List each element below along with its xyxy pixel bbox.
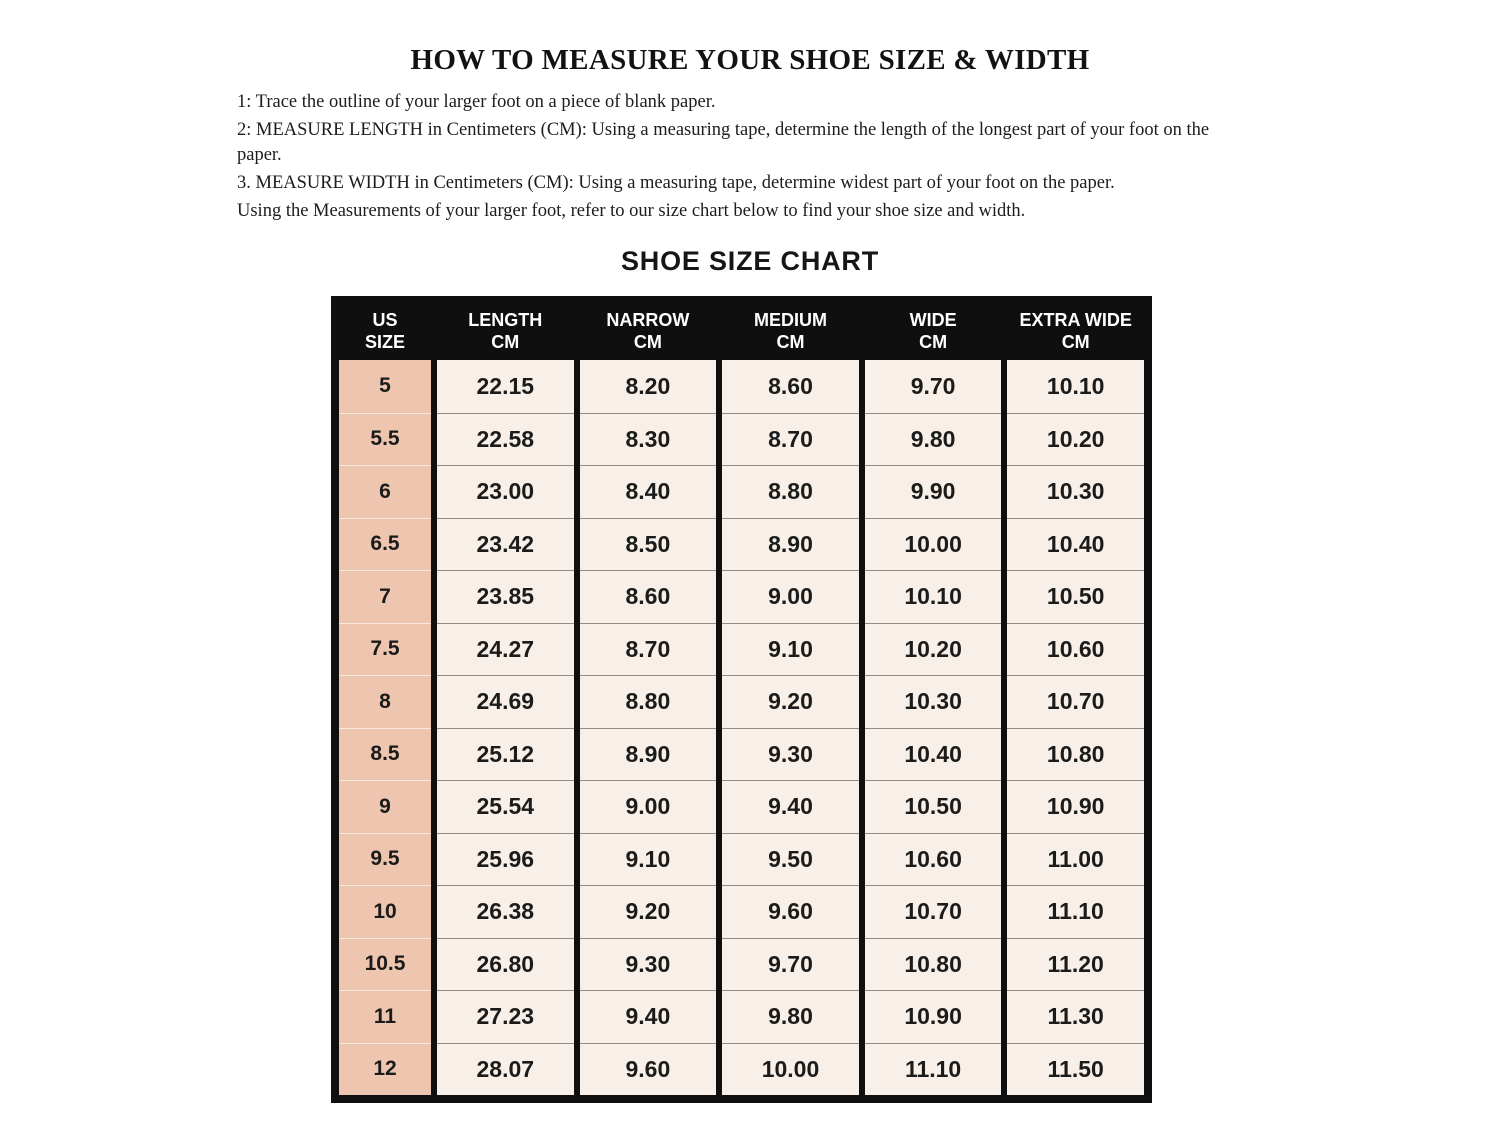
value-cell: 8.70 <box>580 623 717 676</box>
value-cell: 26.38 <box>437 885 574 938</box>
value-cell: 8.70 <box>722 413 859 466</box>
value-cell: 9.70 <box>722 938 859 991</box>
value-cell: 9.40 <box>722 780 859 833</box>
value-cell: 23.42 <box>437 518 574 571</box>
value-cell: 10.80 <box>865 938 1002 991</box>
us-size-cell: 6 <box>339 465 431 518</box>
instruction-step-3: 3. MEASURE WIDTH in Centimeters (CM): Using a measuring tape, determine widest part of your foot on the paper. <box>237 173 1115 193</box>
value-cell: 10.40 <box>1007 518 1144 571</box>
column-header-medium <box>722 304 859 360</box>
value-cell: 11.20 <box>1007 938 1144 991</box>
value-cell: 10.60 <box>865 833 1002 886</box>
instruction-summary: Using the Measurements of your larger foot, refer to our size chart below to find your shoe size and width. <box>237 201 1026 221</box>
value-cell: 9.90 <box>865 465 1002 518</box>
column-header-wide <box>865 304 1002 360</box>
value-cell: 10.60 <box>1007 623 1144 676</box>
value-cell: 8.90 <box>722 518 859 571</box>
column-header-line: CM <box>1061 332 1090 352</box>
value-cell: 27.23 <box>437 990 574 1043</box>
value-cell: 10.40 <box>865 728 1002 781</box>
value-cell: 8.90 <box>580 728 717 781</box>
us-size-cell: 10.5 <box>339 938 431 991</box>
column-header-line: CM <box>491 332 520 352</box>
us-size-cell: 9 <box>339 780 431 833</box>
value-cell: 9.20 <box>722 675 859 728</box>
page-title: HOW TO MEASURE YOUR SHOE SIZE & WIDTH <box>410 44 1090 76</box>
value-cell: 8.80 <box>722 465 859 518</box>
us-size-cell: 6.5 <box>339 518 431 571</box>
value-cell: 10.20 <box>865 623 1002 676</box>
value-cell: 8.60 <box>722 360 859 413</box>
column-header-extra-wide <box>1007 304 1144 360</box>
value-cell: 9.60 <box>722 885 859 938</box>
value-cell: 9.40 <box>580 990 717 1043</box>
value-cell: 10.50 <box>865 780 1002 833</box>
us-size-cell: 5 <box>339 360 431 413</box>
value-cell: 22.58 <box>437 413 574 466</box>
value-cell: 9.30 <box>580 938 717 991</box>
value-cell: 25.12 <box>437 728 574 781</box>
value-cell: 8.80 <box>580 675 717 728</box>
value-cell: 10.80 <box>1007 728 1144 781</box>
value-cell: 9.10 <box>722 623 859 676</box>
value-cell: 11.30 <box>1007 990 1144 1043</box>
us-size-cell: 11 <box>339 990 431 1043</box>
column-header-line: LENGTH <box>468 310 543 331</box>
value-cell: 23.85 <box>437 570 574 623</box>
value-cell: 11.50 <box>1007 1043 1144 1096</box>
value-cell: 9.80 <box>865 413 1002 466</box>
value-cell: 8.30 <box>580 413 717 466</box>
column-header-line: US <box>372 310 398 331</box>
instruction-step-1: 1: Trace the outline of your larger foot on a piece of blank paper. <box>237 92 716 112</box>
value-cell: 10.00 <box>722 1043 859 1096</box>
instruction-step-2: 2: MEASURE LENGTH in Centimeters (CM): Using a measuring tape, determine the length of the longest part of your foot on the paper. <box>237 120 1210 165</box>
value-cell: 10.20 <box>1007 413 1144 466</box>
column-header-us <box>339 304 431 360</box>
value-cell: 10.10 <box>865 570 1002 623</box>
value-cell: 22.15 <box>437 360 574 413</box>
value-cell: 26.80 <box>437 938 574 991</box>
value-cell: 9.00 <box>722 570 859 623</box>
value-cell: 10.90 <box>865 990 1002 1043</box>
column-header-line: WIDE <box>909 310 957 331</box>
value-cell: 25.54 <box>437 780 574 833</box>
value-cell: 9.50 <box>722 833 859 886</box>
us-size-cell: 7.5 <box>339 623 431 676</box>
chart-heading: SHOE SIZE CHART <box>620 246 880 276</box>
us-size-cell: 8 <box>339 675 431 728</box>
column-header-length <box>437 304 574 360</box>
value-cell: 8.40 <box>580 465 717 518</box>
column-header-line: SIZE <box>364 332 405 352</box>
value-cell: 11.00 <box>1007 833 1144 886</box>
us-size-cell: 7 <box>339 570 431 623</box>
column-header-narrow <box>580 304 717 360</box>
us-size-cell: 9.5 <box>339 833 431 886</box>
value-cell: 28.07 <box>437 1043 574 1096</box>
value-cell: 8.60 <box>580 570 717 623</box>
value-cell: 9.80 <box>722 990 859 1043</box>
value-cell: 9.10 <box>580 833 717 886</box>
column-header-line: CM <box>633 332 662 352</box>
column-header-line: EXTRA WIDE <box>1019 310 1132 331</box>
column-header-line: NARROW <box>606 310 690 331</box>
value-cell: 11.10 <box>1007 885 1144 938</box>
value-cell: 11.10 <box>865 1043 1002 1096</box>
column-header-line: MEDIUM <box>753 310 827 331</box>
value-cell: 24.27 <box>437 623 574 676</box>
value-cell: 10.10 <box>1007 360 1144 413</box>
value-cell: 23.00 <box>437 465 574 518</box>
shoe-size-table <box>331 296 1152 1103</box>
value-cell: 10.00 <box>865 518 1002 571</box>
value-cell: 10.70 <box>865 885 1002 938</box>
value-cell: 9.00 <box>580 780 717 833</box>
column-header-line: CM <box>919 332 948 352</box>
value-cell: 9.20 <box>580 885 717 938</box>
us-size-cell: 8.5 <box>339 728 431 781</box>
value-cell: 9.70 <box>865 360 1002 413</box>
value-cell: 10.50 <box>1007 570 1144 623</box>
measuring-instructions <box>237 90 1222 224</box>
value-cell: 24.69 <box>437 675 574 728</box>
value-cell: 10.30 <box>865 675 1002 728</box>
value-cell: 10.30 <box>1007 465 1144 518</box>
value-cell: 8.20 <box>580 360 717 413</box>
us-size-cell: 12 <box>339 1043 431 1096</box>
value-cell: 10.90 <box>1007 780 1144 833</box>
value-cell: 9.30 <box>722 728 859 781</box>
value-cell: 8.50 <box>580 518 717 571</box>
value-cell: 10.70 <box>1007 675 1144 728</box>
value-cell: 25.96 <box>437 833 574 886</box>
value-cell: 9.60 <box>580 1043 717 1096</box>
us-size-cell: 5.5 <box>339 413 431 466</box>
us-size-cell: 10 <box>339 885 431 938</box>
column-header-line: CM <box>776 332 805 352</box>
